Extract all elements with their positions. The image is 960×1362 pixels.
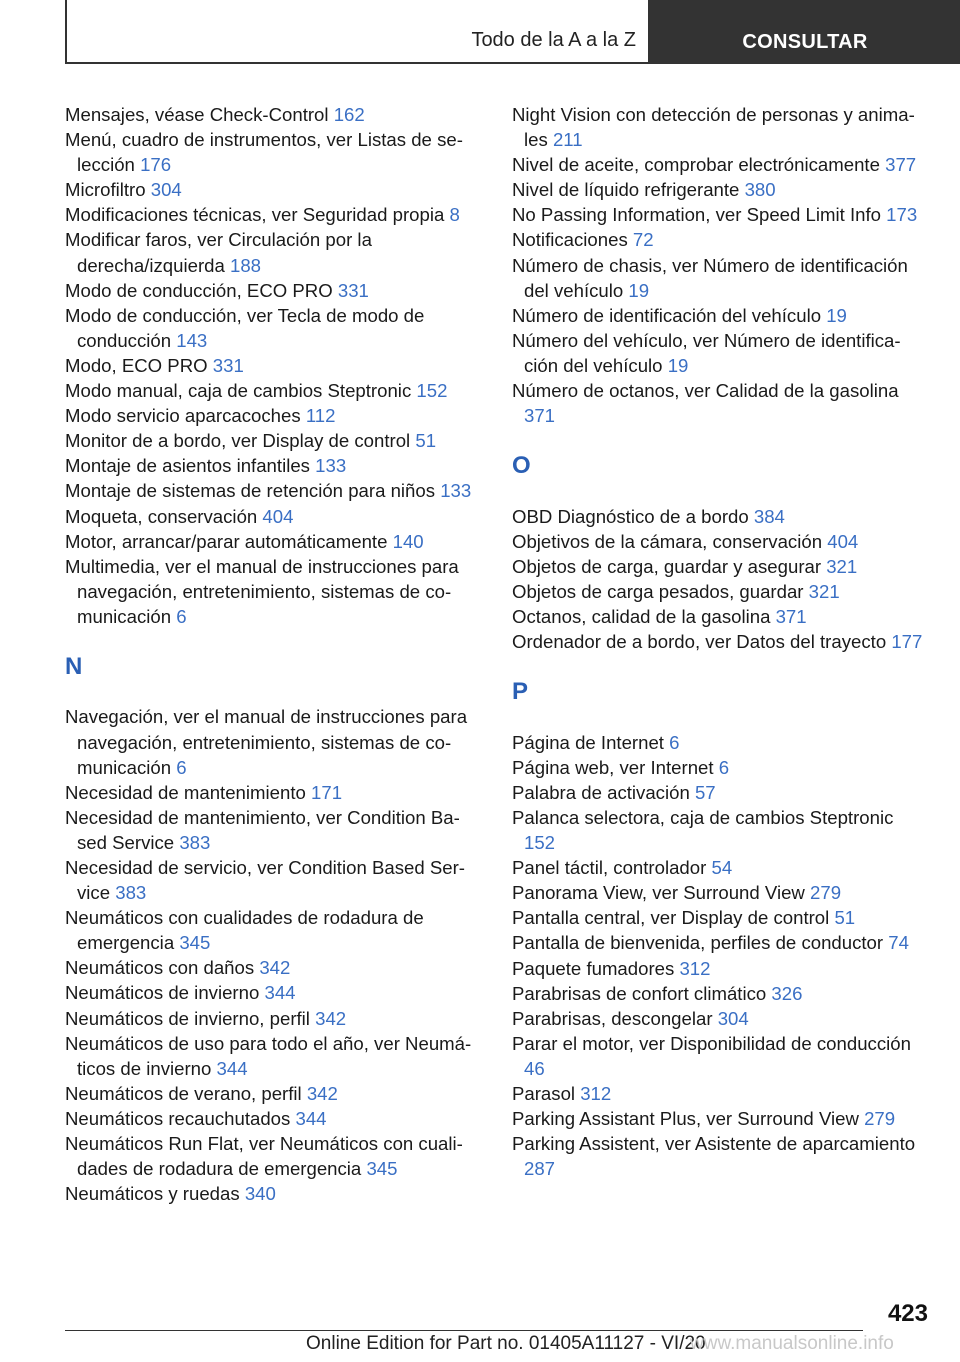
index-entry — [65, 780, 481, 805]
entry-text: Montaje de asientos infantiles — [65, 455, 310, 477]
index-entry — [512, 1031, 928, 1081]
current-section-label: CONSULTAR — [742, 31, 868, 53]
entry-text: Modificar faros, ver Circulación por la derecha/izquierda — [65, 229, 372, 276]
page-link[interactable]: 6 — [669, 731, 680, 753]
page-link[interactable]: 19 — [667, 354, 689, 376]
entry-text: Neumáticos Run Flat, ver Neumáticos con cualidades de rodadura de emergencia — [65, 1133, 463, 1180]
index-entry — [512, 1106, 928, 1131]
page-link[interactable]: 342 — [315, 1007, 347, 1029]
page-link[interactable]: 152 — [524, 832, 556, 854]
page-link[interactable]: 383 — [179, 831, 211, 853]
entry-text: Parabrisas, descongelar — [512, 1007, 713, 1029]
index-entry — [512, 1081, 928, 1106]
entry-text: Objetos de carga, guardar y asegurar — [512, 555, 822, 577]
index-entry — [512, 1006, 928, 1031]
entry-text: Pantalla central, ver Display de control — [512, 907, 830, 929]
section-letter: O — [512, 452, 531, 480]
entry-text: Octanos, calidad de la gasolina — [512, 606, 771, 628]
index-entry — [65, 554, 481, 629]
section-letter: N — [65, 653, 83, 681]
page-link[interactable]: 6 — [718, 756, 730, 778]
entry-text: Multimedia, ver el manual de instrucciones para navegación, entretenimiento, sistemas de comunicación — [65, 555, 459, 627]
index-entry — [512, 378, 928, 428]
index-entry — [512, 202, 928, 227]
page-link[interactable]: 312 — [580, 1083, 612, 1105]
entry-text: Nivel de aceite, comprobar electrónicamente — [512, 154, 880, 176]
index-entry — [512, 504, 928, 529]
page-link[interactable]: 188 — [230, 254, 262, 276]
index-entry — [65, 202, 481, 227]
index-entry — [512, 303, 928, 328]
entry-text: Moqueta, conservación — [65, 505, 258, 527]
watermark: www.manualsonline.info — [690, 1333, 894, 1354]
page-link[interactable]: 133 — [315, 455, 347, 477]
page-link[interactable]: 173 — [886, 204, 918, 226]
page-link[interactable]: 321 — [808, 580, 840, 602]
page-link[interactable]: 143 — [176, 329, 208, 351]
page-link[interactable]: 72 — [632, 229, 654, 251]
page-link[interactable]: 171 — [311, 781, 343, 803]
entry-text: Neumáticos con cualidades de rodadura de emergencia — [65, 907, 424, 954]
index-entry — [512, 328, 928, 378]
page-link[interactable]: 57 — [694, 781, 716, 803]
page-link[interactable]: 19 — [826, 304, 847, 326]
entry-text: Night Vision con detección de personas y animales — [512, 104, 915, 151]
index-entry — [65, 303, 481, 353]
page-link[interactable]: 133 — [440, 480, 472, 502]
entry-text: Neumáticos de invierno, perfil — [65, 1007, 310, 1029]
page-link[interactable]: 345 — [366, 1158, 398, 1180]
index-entry — [512, 177, 928, 202]
index-entry — [512, 227, 928, 252]
page-link[interactable]: 380 — [744, 179, 776, 201]
page-link[interactable]: 152 — [416, 380, 448, 402]
index-entry — [512, 253, 928, 303]
page-link[interactable]: 321 — [826, 555, 858, 577]
page-link[interactable]: 383 — [115, 882, 147, 904]
entry-text: Ordenador de a bordo, ver Datos del trayecto — [512, 631, 887, 653]
page-link[interactable]: 6 — [176, 756, 187, 778]
entry-text: Neumáticos y ruedas — [65, 1183, 240, 1205]
page-link[interactable]: 46 — [524, 1057, 545, 1079]
index-entry — [65, 1131, 481, 1181]
page-link[interactable]: 404 — [262, 505, 294, 527]
index-entry — [512, 930, 928, 955]
index-entry — [65, 504, 481, 529]
index-column-left — [65, 102, 481, 1206]
entry-text: Parabrisas de confort climático — [512, 982, 767, 1004]
entry-text: Montaje de sistemas de retención para niños — [65, 480, 436, 502]
entry-text: Notificaciones — [512, 229, 628, 251]
entry-text: Objetivos de la cámara, conservación — [512, 530, 823, 552]
page-link[interactable]: 331 — [212, 354, 244, 376]
page-link[interactable]: 51 — [415, 430, 437, 452]
index-entry — [65, 478, 481, 503]
index-column-right — [512, 102, 928, 1181]
entry-text: Panorama View, ver Surround View — [512, 882, 805, 904]
entry-text: Menú, cuadro de instrumentos, ver Listas de selección — [65, 129, 463, 176]
entry-text: Paquete fumadores — [512, 957, 675, 979]
entry-text: Nivel de líquido refrigerante — [512, 179, 740, 201]
index-entry — [512, 956, 928, 981]
page-link[interactable]: 8 — [449, 204, 460, 226]
entry-text: Microfiltro — [65, 179, 146, 201]
page-link[interactable]: 371 — [524, 405, 556, 427]
page-link[interactable]: 177 — [891, 631, 923, 653]
page-link[interactable]: 162 — [333, 104, 365, 125]
page-link[interactable]: 287 — [524, 1158, 556, 1180]
page-header — [65, 0, 960, 64]
entry-text: Mensajes, véase Check-Control — [65, 104, 329, 125]
entry-text: Parasol — [512, 1083, 576, 1105]
index-entry — [512, 880, 928, 905]
entry-text: Parking Assistant Plus, ver Surround View — [512, 1108, 859, 1130]
section-letter: P — [512, 678, 529, 706]
index-entry — [512, 554, 928, 579]
entry-text: Motor, arrancar/parar automáticamente — [65, 530, 388, 552]
page-link[interactable]: 345 — [179, 932, 211, 954]
entry-text: Necesidad de mantenimiento — [65, 781, 306, 803]
index-entry — [512, 152, 928, 177]
index-entry — [512, 579, 928, 604]
page-link[interactable]: 19 — [628, 279, 650, 301]
page-link[interactable]: 342 — [259, 957, 291, 979]
index-entry — [65, 177, 481, 202]
index-entry — [65, 955, 481, 980]
entry-text: Página web, ver Internet — [512, 756, 714, 778]
entry-text: Número del vehículo, ver Número de identificación del vehículo — [512, 329, 901, 376]
index-entry — [512, 102, 928, 152]
page-link[interactable]: 340 — [244, 1183, 276, 1205]
footer-divider — [65, 1330, 863, 1331]
page-link[interactable]: 211 — [552, 129, 583, 151]
page-link[interactable]: 51 — [834, 907, 856, 929]
entry-text: Necesidad de servicio, ver Condition Based Service — [65, 857, 465, 904]
entry-text: Parking Assistent, ver Asistente de aparcamiento — [512, 1133, 916, 1155]
index-entry — [65, 102, 481, 127]
page-link[interactable]: 384 — [753, 505, 785, 527]
page-link[interactable]: 326 — [771, 982, 803, 1004]
page-link[interactable]: 6 — [176, 605, 187, 627]
entry-text: Neumáticos con daños — [65, 957, 255, 979]
entry-text: Modo manual, caja de cambios Steptronic — [65, 380, 412, 402]
index-entry — [512, 529, 928, 554]
page-link[interactable]: 54 — [711, 857, 733, 879]
entry-text: Modo servicio aparcacoches — [65, 405, 301, 427]
entry-text: Panel táctil, controlador — [512, 857, 707, 879]
page-link[interactable]: 404 — [827, 530, 859, 552]
section-tab[interactable] — [67, 0, 650, 64]
entry-text: Neumáticos de invierno — [65, 982, 260, 1004]
entry-text: Necesidad de mantenimiento, ver Condition Based Service — [65, 806, 460, 853]
index-entry — [65, 278, 481, 303]
entry-text: Objetos de carga pesados, guardar — [512, 580, 804, 602]
entry-text: Página de Internet — [512, 731, 664, 753]
index-entry — [512, 805, 928, 855]
index-entry — [65, 453, 481, 478]
entry-text: OBD Diagnóstico de a bordo — [512, 505, 749, 527]
edition-text: Online Edition for Part no. 01405A11127 - VI/20 — [306, 1333, 706, 1354]
index-entry — [65, 378, 481, 403]
index-entry — [65, 805, 481, 855]
page-link[interactable]: 342 — [306, 1082, 338, 1104]
index-entry — [65, 855, 481, 905]
page-link[interactable]: 331 — [337, 279, 369, 301]
index-entry — [65, 905, 481, 955]
index-entry — [65, 428, 481, 453]
index-entry — [512, 730, 928, 755]
section-tab-label: Todo de la A a la Z — [471, 29, 636, 51]
entry-text: Palanca selectora, caja de cambios Steptronic — [512, 807, 894, 828]
index-entry — [65, 529, 481, 554]
index-entry — [512, 905, 928, 930]
page-link[interactable]: 140 — [392, 530, 424, 552]
page-link[interactable]: 279 — [810, 882, 842, 904]
entry-text: Pantalla de bienvenida, perfiles de conductor — [512, 932, 884, 954]
index-entry — [65, 980, 481, 1005]
entry-text: Modo, ECO PRO — [65, 354, 208, 376]
index-entry — [65, 1006, 481, 1031]
page-link[interactable]: 344 — [216, 1057, 248, 1079]
entry-text: Modificaciones técnicas, ver Seguridad propia — [65, 204, 445, 226]
page-link[interactable]: 279 — [864, 1108, 896, 1130]
index-entry — [65, 227, 481, 277]
page-link[interactable]: 304 — [717, 1007, 749, 1029]
entry-text: Número de identificación del vehículo — [512, 304, 822, 326]
entry-text: Monitor de a bordo, ver Display de control — [65, 430, 411, 452]
entry-text: Neumáticos de uso para todo el año, ver Neumáticos de invierno — [65, 1032, 472, 1079]
index-entry — [512, 780, 928, 805]
index-entry — [512, 981, 928, 1006]
page-link[interactable]: 344 — [295, 1107, 327, 1129]
entry-text: Modo de conducción, ECO PRO — [65, 279, 333, 301]
page-link[interactable]: 304 — [150, 179, 182, 201]
page-link[interactable]: 112 — [305, 405, 336, 427]
index-entry — [65, 1031, 481, 1081]
entry-text: Modo de conducción, ver Tecla de modo de conducción — [65, 304, 425, 351]
entry-text: Navegación, ver el manual de instrucciones para navegación, entretenimiento, sistemas de comunicación — [65, 706, 468, 778]
index-entry — [65, 127, 481, 177]
index-entry — [512, 629, 928, 654]
index-entry — [65, 403, 481, 428]
page-link[interactable]: 377 — [885, 154, 917, 176]
entry-text: Palabra de activación — [512, 781, 690, 803]
entry-text: Número de chasis, ver Número de identificación del vehículo — [512, 254, 908, 301]
page-number: 423 — [887, 1300, 928, 1327]
index-entry — [65, 1106, 481, 1131]
page-link[interactable]: 74 — [888, 932, 909, 954]
page-link[interactable]: 344 — [264, 982, 296, 1004]
page-link[interactable]: 371 — [775, 606, 807, 628]
index-entry — [512, 604, 928, 629]
index-entry — [512, 1131, 928, 1181]
entry-text: Neumáticos recauchutados — [65, 1107, 291, 1129]
index-entry — [65, 353, 481, 378]
entry-text: Parar el motor, ver Disponibilidad de conducción — [512, 1032, 911, 1054]
entry-text: Neumáticos de verano, perfil — [65, 1082, 302, 1104]
current-section-tab[interactable] — [650, 0, 960, 64]
entry-text: Número de octanos, ver Calidad de la gasolina — [512, 380, 899, 402]
page-link[interactable]: 176 — [140, 154, 172, 176]
index-entry — [65, 1181, 481, 1206]
entry-text: No Passing Information, ver Speed Limit Info — [512, 204, 881, 226]
index-entry — [512, 755, 928, 780]
index-entry — [512, 855, 928, 880]
index-entry — [65, 1081, 481, 1106]
index-entry — [65, 704, 481, 779]
page-link[interactable]: 312 — [679, 957, 711, 979]
